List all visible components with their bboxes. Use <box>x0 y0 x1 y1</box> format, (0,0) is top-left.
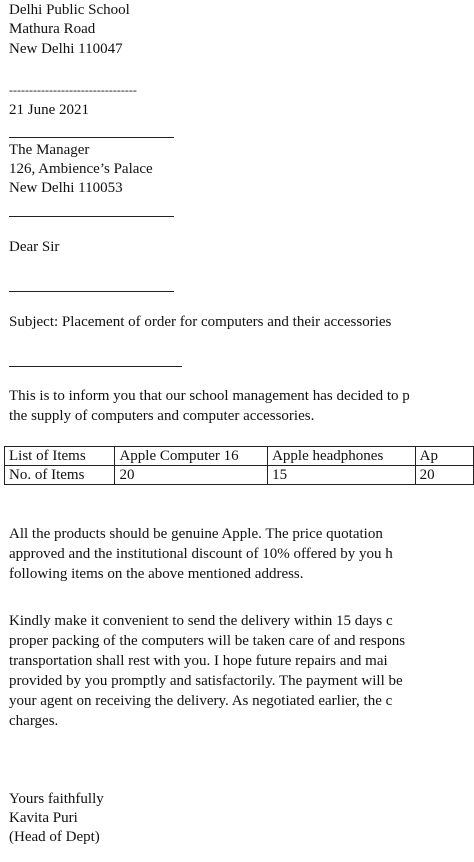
dashed-separator: -------------------------------- <box>9 83 137 97</box>
salutation: Dear Sir <box>9 239 60 255</box>
table-cell: 15 <box>268 466 416 485</box>
divider-line <box>9 366 182 367</box>
table-cell: Apple Computer 16 <box>115 447 268 466</box>
paragraph-line: transportation shall rest with you. I hope future repairs and mai <box>9 653 388 669</box>
sender-city: New Delhi 110047 <box>9 41 123 57</box>
paragraph-line: following items on the above mentioned address. <box>9 566 304 582</box>
table-cell: 20 <box>415 466 473 485</box>
intro-line-2: the supply of computers and computer accessories. <box>9 408 315 424</box>
paragraph-line: proper packing of the computers will be taken care of and respons <box>9 633 406 649</box>
valediction: Yours faithfully <box>9 791 104 807</box>
table-cell: No. of Items <box>5 466 115 485</box>
paragraph-line: Kindly make it convenient to send the delivery within 15 days c <box>9 613 393 629</box>
paragraph-line: All the products should be genuine Apple. The price quotation <box>9 526 383 542</box>
table-row <box>5 447 474 466</box>
intro-paragraph <box>9 386 474 426</box>
divider-line <box>9 137 174 138</box>
table-cell: Ap <box>415 447 473 466</box>
divider-line <box>9 216 174 217</box>
recipient-street: 126, Ambience’s Palace <box>9 161 153 177</box>
intro-line-1: This is to inform you that our school management has decided to p <box>9 388 410 404</box>
body-paragraph-2 <box>9 524 474 584</box>
signatory-designation: (Head of Dept) <box>9 829 100 845</box>
letter-date: 21 June 2021 <box>9 102 89 118</box>
sender-name: Delhi Public School <box>9 2 130 18</box>
sender-street: Mathura Road <box>9 21 96 37</box>
body-paragraph-3 <box>9 611 474 731</box>
signatory-name: Kavita Puri <box>9 810 78 826</box>
paragraph-line: provided by you promptly and satisfactorily. The payment will be <box>9 673 403 689</box>
table-cell: 20 <box>115 466 268 485</box>
divider-line <box>9 291 174 292</box>
items-table <box>4 446 474 485</box>
table-cell: Apple headphones <box>268 447 416 466</box>
recipient-city: New Delhi 110053 <box>9 180 123 196</box>
table-row <box>5 466 474 485</box>
recipient-title: The Manager <box>9 142 90 158</box>
paragraph-line: approved and the institutional discount of 10% offered by you h <box>9 546 393 562</box>
table-cell: List of Items <box>5 447 115 466</box>
paragraph-line: your agent on receiving the delivery. As negotiated earlier, the c <box>9 693 393 709</box>
paragraph-line: charges. <box>9 713 59 729</box>
subject-line: Subject: Placement of order for computers and their accessories <box>9 314 392 330</box>
